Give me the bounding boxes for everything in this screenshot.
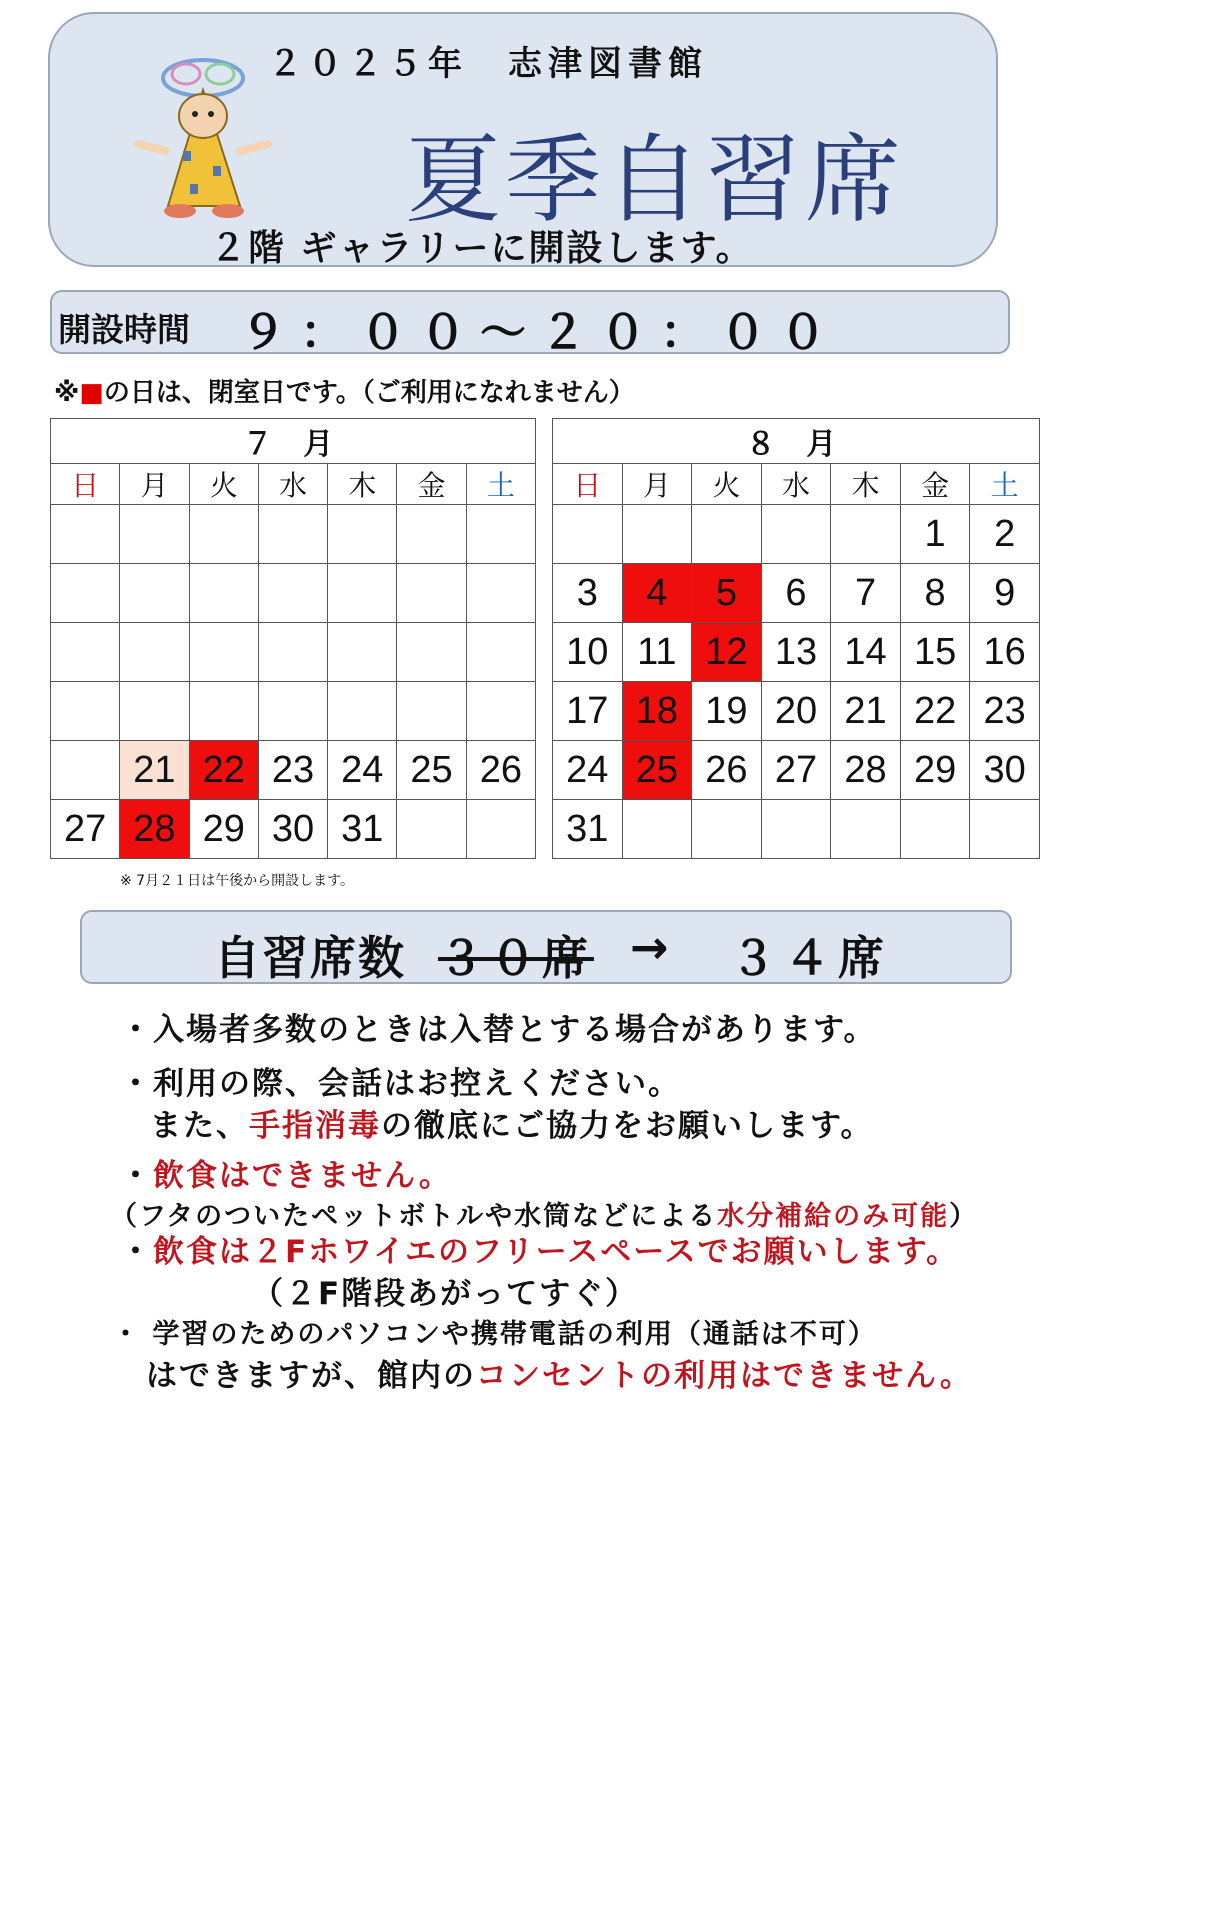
weekday-header: 木	[328, 464, 397, 505]
arrow-right-icon: →	[630, 920, 669, 974]
calendar-day: 11	[622, 623, 692, 682]
rule-4-bullet: ・	[120, 1234, 153, 1270]
rule-2-highlight: 手指消毒	[249, 1108, 381, 1144]
mascot-illustration	[128, 56, 278, 226]
calendar-day-empty	[328, 623, 397, 682]
calendar-day-empty	[397, 505, 466, 564]
calendar-day-empty	[397, 623, 466, 682]
calendar-day-empty	[397, 800, 466, 859]
rule-2-pre: また、	[150, 1108, 249, 1144]
weekday-header: 水	[258, 464, 327, 505]
calendar-week	[51, 564, 536, 623]
calendar-august	[552, 418, 1040, 859]
calendar-day: 23	[258, 741, 327, 800]
calendar-day: 25	[397, 741, 466, 800]
calendar-week	[51, 800, 536, 859]
calendar-day-empty	[466, 800, 535, 859]
calendar-day-empty	[622, 505, 692, 564]
calendar-day-empty	[120, 623, 189, 682]
calendar-day-empty	[761, 800, 831, 859]
weekday-header: 木	[831, 464, 901, 505]
month-header: ７ 月	[51, 419, 536, 464]
calendar-week	[553, 682, 1040, 741]
rule-3-bullet: ・	[120, 1158, 153, 1194]
calendar-day-empty	[622, 800, 692, 859]
calendar-day: 27	[761, 741, 831, 800]
rule-3b-pre: （フタのついたペットボトルや水筒などによる	[110, 1201, 718, 1232]
calendar-day: 23	[970, 682, 1040, 741]
rule-3b-highlight: 水分補給のみ可能	[717, 1201, 950, 1232]
weekday-header: 金	[397, 464, 466, 505]
weekday-header: 土	[970, 464, 1040, 505]
calendar-day: 27	[51, 800, 120, 859]
seats-old-count: ３０席	[438, 931, 594, 985]
calendar-day: 15	[900, 623, 970, 682]
calendar-day: 3	[553, 564, 623, 623]
calendar-day-empty	[970, 800, 1040, 859]
calendar-day: 21	[120, 741, 189, 800]
library-name: 志津図書館	[508, 44, 708, 84]
calendar-day-empty	[466, 682, 535, 741]
calendar-day: 30	[970, 741, 1040, 800]
rule-3b-post: ）	[949, 1201, 979, 1232]
calendar-day-empty	[258, 505, 327, 564]
calendar-july	[50, 418, 536, 859]
page-title: 夏季自習席	[405, 124, 905, 236]
calendar-day: 9	[970, 564, 1040, 623]
calendar-day: 19	[692, 682, 762, 741]
calendar-day: 29	[900, 741, 970, 800]
closed-day-legend	[54, 372, 635, 409]
calendar-day-empty	[120, 564, 189, 623]
rule-5-cont	[146, 1350, 973, 1395]
calendar-day-empty	[258, 682, 327, 741]
calendar-day-empty	[328, 564, 397, 623]
rule-4-cont: （２F階段あがってすぐ）	[252, 1276, 639, 1312]
rule-3	[120, 1150, 452, 1195]
calendar-week	[51, 741, 536, 800]
weekday-header: 日	[553, 464, 623, 505]
calendar-week	[553, 800, 1040, 859]
calendar-week	[553, 505, 1040, 564]
calendar-week	[553, 741, 1040, 800]
weekday-header: 火	[692, 464, 762, 505]
header-panel	[48, 12, 998, 267]
calendar-week	[51, 682, 536, 741]
calendar-day-empty	[120, 505, 189, 564]
legend-prefix: ※	[54, 378, 80, 408]
rule-2-cont	[150, 1100, 874, 1145]
weekday-header: 月	[120, 464, 189, 505]
month-header: ８ 月	[553, 419, 1040, 464]
seats-label: 自習席数	[214, 931, 406, 985]
calendar-day-empty	[328, 682, 397, 741]
calendar-day: 2	[970, 505, 1040, 564]
calendar-day: 13	[761, 623, 831, 682]
calendar-week	[553, 564, 1040, 623]
weekday-header: 日	[51, 464, 120, 505]
hours-panel	[50, 290, 1010, 359]
calendar-day: 7	[831, 564, 901, 623]
calendar-day: 24	[553, 741, 623, 800]
legend-text: の日は、閉室日です。（ご利用になれません）	[103, 378, 635, 408]
calendar-day-closed: 5	[692, 564, 762, 623]
calendar-day-empty	[397, 682, 466, 741]
calendar-day: 16	[970, 623, 1040, 682]
location-subtitle: ２階 ギャラリーに開設します。	[210, 228, 754, 269]
closed-square-icon: ■	[79, 378, 104, 408]
calendar-day: 29	[189, 800, 258, 859]
calendar-day: 24	[328, 741, 397, 800]
weekday-header: 金	[900, 464, 970, 505]
rule-5-pre: はできますが、館内の	[146, 1358, 476, 1394]
calendar-day: 22	[900, 682, 970, 741]
calendar-day: 1	[900, 505, 970, 564]
weekday-header: 土	[466, 464, 535, 505]
rule-5: ・ 学習のためのパソコンや携帯電話の利用（通話は不可）	[112, 1319, 877, 1350]
seats-new-count: ３４席	[730, 931, 892, 985]
calendar-day: 17	[553, 682, 623, 741]
calendar-day-empty	[761, 505, 831, 564]
rule-2-post: の徹底にご協力をお願いします。	[381, 1108, 874, 1144]
year-label: ２０２５年	[268, 44, 468, 84]
calendar-day-empty	[120, 682, 189, 741]
calendar-day: 10	[553, 623, 623, 682]
calendar-day-closed: 18	[622, 682, 692, 741]
rule-5-highlight: コンセントの利用はできません。	[476, 1358, 973, 1394]
calendar-day: 28	[831, 741, 901, 800]
calendar-day: 20	[761, 682, 831, 741]
rule-3-highlight: 飲食はできません。	[153, 1158, 452, 1194]
seats-panel	[80, 910, 1012, 984]
calendar-footnote: ※ 7月２１日は午後から開設します。	[120, 873, 354, 889]
calendar-week	[51, 505, 536, 564]
calendar-day-empty	[692, 505, 762, 564]
calendar-day-closed: 4	[622, 564, 692, 623]
calendar-day-empty	[466, 505, 535, 564]
calendar-day-empty	[553, 505, 623, 564]
calendar-day: 6	[761, 564, 831, 623]
calendar-day: 8	[900, 564, 970, 623]
calendar-day-empty	[466, 623, 535, 682]
calendar-day-empty	[51, 564, 120, 623]
weekday-header: 水	[761, 464, 831, 505]
calendar-day: 30	[258, 800, 327, 859]
rule-1: ・入場者多数のときは入替とする場合があります。	[120, 1012, 877, 1048]
rule-4	[120, 1226, 959, 1271]
header-line	[268, 36, 708, 85]
hours-value: ９：００～２０：００	[240, 305, 840, 359]
calendar-day-empty	[831, 800, 901, 859]
calendar-day: 31	[328, 800, 397, 859]
calendar-day-closed: 25	[622, 741, 692, 800]
calendar-day-empty	[466, 564, 535, 623]
calendar-day-empty	[258, 623, 327, 682]
calendar-day-empty	[900, 800, 970, 859]
hours-label: 開設時間	[58, 310, 190, 349]
calendar-day-empty	[189, 682, 258, 741]
calendar-day-empty	[51, 505, 120, 564]
calendar-day-closed: 28	[120, 800, 189, 859]
calendar-day: 26	[466, 741, 535, 800]
calendar-week	[51, 623, 536, 682]
calendar-day-empty	[51, 741, 120, 800]
calendar-day-empty	[831, 505, 901, 564]
calendar-day: 21	[831, 682, 901, 741]
calendar-day: 14	[831, 623, 901, 682]
rule-4-highlight: 飲食は２Fホワイエのフリースペースでお願いします。	[153, 1234, 960, 1270]
calendar-day-empty	[258, 564, 327, 623]
calendar-week	[553, 623, 1040, 682]
calendar-day-empty	[692, 800, 762, 859]
calendar-day: 31	[553, 800, 623, 859]
calendar-day-empty	[189, 505, 258, 564]
rule-2: ・利用の際、会話はお控えください。	[120, 1066, 681, 1102]
calendar-day: 26	[692, 741, 762, 800]
calendar-day-empty	[51, 682, 120, 741]
calendar-day-empty	[51, 623, 120, 682]
calendar-day-closed: 22	[189, 741, 258, 800]
calendar-day-empty	[397, 564, 466, 623]
calendar-day-empty	[328, 505, 397, 564]
calendar-day-closed: 12	[692, 623, 762, 682]
calendar-day-empty	[189, 564, 258, 623]
weekday-header: 火	[189, 464, 258, 505]
calendar-day-empty	[189, 623, 258, 682]
weekday-header: 月	[622, 464, 692, 505]
